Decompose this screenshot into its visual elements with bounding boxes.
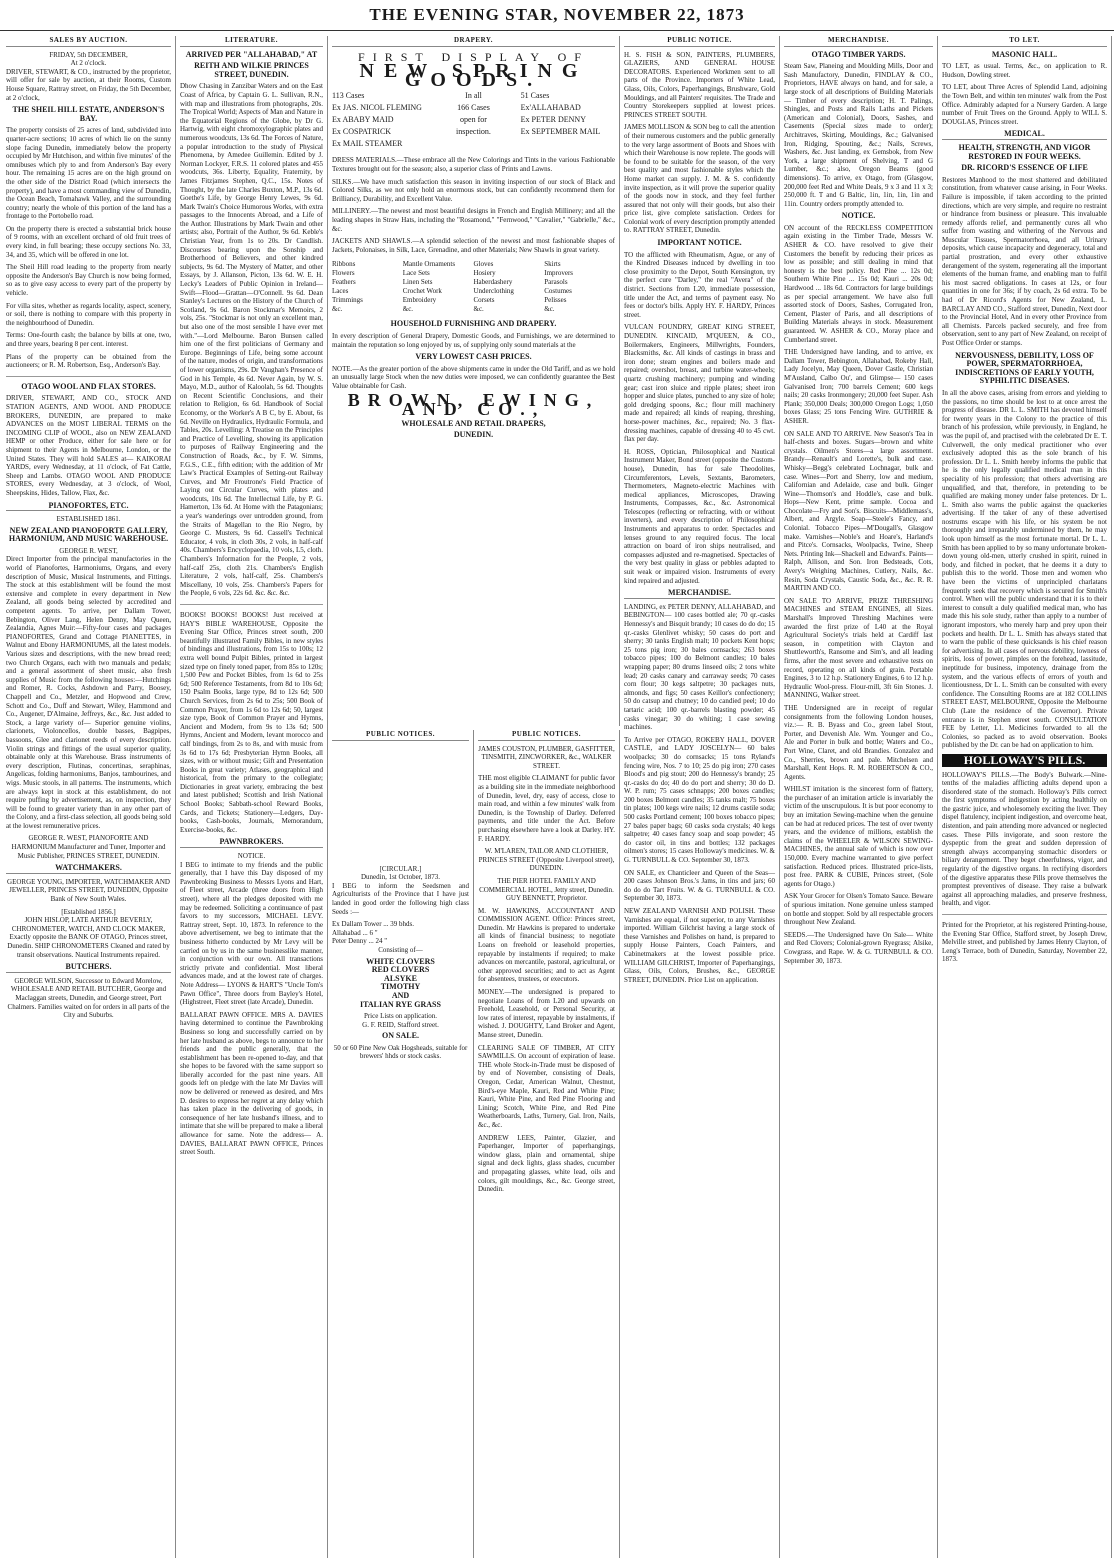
health-title: HEALTH, STRENGTH, AND VIGOR RESTORED IN FOUR WEEKS.: [958, 142, 1091, 161]
pawn-notice: NOTICE.: [237, 852, 266, 861]
hay-bible-ad: BOOKS! BOOKS! BOOKS! Just received at HAY'S BIBLE WAREHOUSE, Opposite the Evening Star Office, Princes street south, 200 beautifully illustrated Family Bibles, in new styles of bindings and illustrations, from 15s to 100s; 12 extra well bound Pulpit Bibles, printed in largest sized type on finely toned paper, from 85s to 120s; 1,500 Pew and Pocket Bibles, from 1s 6d to 25s 6d; 500 Reference Testaments, from 8d to 10s 6d; 150 Psalm Books, large type, 8d to 12s 6d; 500 Church Services, from 2s 6d to 25s; 500 Book of Common Prayer, from 1s 6d to 12s 6d; 50, largest size type, Book of Common Prayer and Hymns, Ancient and Modern, from 9s to 13s 6d; 500 Hymns, Ancient and Modern, levant morocco and calf bindings, from 2s to 8s, and with music from 3s 6d to 17s 6d; Presbyterian Hymn Books, all sizes, with or without music; Gift and Presentation Books in great variety; Atlases, geographical and historical, from the primary to the collegiate; Dictionaries in great variety, embracing the best and latest published; Scottish and Irish National School Books; Sabbath-school Reward Books, Cards, and Tickets; Stationery—Ledgers, Day-books, Cash-books, Journals, Memorandum, Exercise-books, &c.: [180, 611, 323, 834]
important-notice: IMPORTANT NOTICE.: [657, 238, 742, 248]
goods-list-3: Gloves Hosiery Haberdashery Underclothing Corsets &c.: [473, 260, 514, 314]
millinery: MILLINERY.—The newest and most beautiful designs in French and English Millinery; and all the leading shapes in Straw Hats, including the "Rosamond," "Fernwood," "Cavalier," "Gabrielle," &c., &c.: [332, 207, 615, 233]
hawkins-ad: M. W. HAWKINS, ACCOUNTANT AND COMMISSION AGENT. Office: Princes street, Dunedin. Mr Hawkins is prepared to undertake all kinds of financial business; to negotiate Loans on freehold or leasehold properties, repayable by instalments if required; to make advances on mercantile, pastoral, agricultural, or other approved securities; and to act as Agent for absentees, trustees, or executors.: [478, 906, 615, 984]
sale-date: FRIDAY, 5th DECEMBER,: [49, 50, 128, 59]
section-head-public-notice: PUBLIC NOTICE.: [624, 36, 775, 47]
sale-time: At 2 o'clock.: [70, 59, 107, 68]
column-merchandise: [780, 36, 938, 1558]
jackets-shawls: JACKETS AND SHAWLS.—A splendid selection of the newest and most fashionable shapes of Jackets, Polonaises, in Silk, Lace, Grenadine, and other Materials; New Shawls in great variety.: [332, 237, 615, 254]
landing-ad: LANDING, ex PETER DENNY, ALLAHABAD, and BEBINGTON— 100 cases bottled ale; 70 qr.-casks Hennessy's and Bisquit brandy; 10 cases do do do; 15 qr.-casks Glenlivet whisky; 50 cases do port and sherry; 30 tanks English malt; 10 pockets Kent hops; 25 tons pig iron; 30 bales cornsacks; 263 boxes tobacco pipes; 100 do Belmont candles; 10 bales wrapping paper; 80 drums linseed oils; 2 tons white lead; 20 casks canary and carraway seeds; 70 cases corn flour; 30 kegs saltpetre; 30 packages nuts, almonds, and figs; 50 cases Keillor's confectionery; 50 do catsup and chutney; 10 do candied peel; 10 do tartaric acid; 100 qr.-barrels blasting powder; 45 casks vinegar; 30 do whiting; 1 case sewing machines.: [624, 602, 775, 732]
smith-ad: In all the above cases, arising from errors and yielding to the passions, no time should be lost to at once arrest the progress of disease. DR L. L. SMITH has devoted himself for twenty years in the Colony to the practice of this branch of his profession, while previously, in England, he was the pupil of, and practised with the celebrated Dr E. T. Culverwell, the only medical practitioner who ever exclusively adopted this as the sole branch of his profession. Dr L. L. Smith hereby informs the public that he is the only legally qualified medical man in this speciality of his profession; that others advertising are unqualified, and that, therefore, in pretending to be qualified are making money under false pretences. Dr L. L. Smith also warns the public against the quackeries advertising. If the taker of any of these advertised nostrums escape with his life, or his system be not thoroughly and irreparably undermined by them, he may look upon himself as the most fortunate mortal. Dr L. L. Smith has been applied to by so many unfortunate broken-down young old-men, utterly crushed in spirit, ruined in body, and filched in pocket, that he deems it a duty to publish this to the world. Those men and women who have been the victims of unprincipled charlatans frequently seek that recovery which is secured for Smith's control. When will the public understand that it is to their interest to consult a duly qualified medical man, who has made this his sole study, rather than apply to a number of ignorant impostors, who merely harp and prey upon their pockets and health. Dr L. L. Smith has always stated that to warn the public of these quicksands is his chief reason for advertising. In all cases of nervous debility, lowness of spirits, loss of power, pimples on the forehead, lassitude, ineptitude for business, impotency, drainage from the system, and the various effects of errors of youth and licentiousness, Dr L. L. Smith can be consulted with every confidence. The Consulting Rooms are at 182 COLLINS STREET EAST, MELBOURNE, Opposite the Melbourne Club (Late the residence of the Governor). Private entrance is in Stephen street south. CONSULTATION FEE by Letter, L1. Medicines forwarded to all the Colonies, so packed as to avoid observation. Books published by the Dr. can be had on application to him.: [942, 388, 1107, 750]
section-head-pianos: PIANOFORTES, ETC.: [6, 502, 171, 512]
masonic-hall: MASONIC HALL.: [991, 49, 1058, 59]
section-head-merchandise: MERCHANDISE.: [624, 589, 775, 599]
ballarat-ad: BALLARAT PAWN OFFICE. MRS A. DAVIES having determined to continue the Pawnbroking Business so long and successfully carried on by her late husband as above, begs to announce to her friends and the public generally, that the establishment has been re-opened to-day, and that she hopes to be favored with the same support so liberally accorded for the past nine years. All goods left on pledge with the late Mr Davies will now be delivered or renewed as desired, and Mrs D. desires to express her regret at any delay which has taken place in the delivering of goods, in consequence of her late husband's illness, and to intimate that she will be prepared to make a liberal allowance for same. Note the address— A. DAVIES, BALLARAT PAWN OFFICE, Princes street South.: [180, 1010, 323, 1157]
piano-body: Direct Importer from the principal manufactories in the world of Pianofortes, Harmoniums, Organs, and every description of Music, Musical Instruments, and Fittings. The stock at this establishment will be found the most extensive and complete in every department in New Zealand, all goods being selected by accredited and competent agents. To arrive, per Dallam Tower, Bebington, Oliver Lang, Helen Denny, May Queen, Zealandia, Agnes Muir:—Fifty-four cases and packages PIANOFORTES, Grand and Cottage PIANETTES, in Walnut and Ebony HARMONIUMS, all the latest models. Various sizes and descriptions, with the new bread reed; two Church Organs, each with two manuals and pedals; and a general assortment of sheet music, also fresh supplies of Music from the following houses:—Hutchings and Romer, R. Cocks, Ashdown and Parry, Boosey, Chappell and Co., Metzler, and Hopwood and Crew, Schott and Co., Duff and Stewart, Wiley, Hammond and Co., Augener, D'Almaine, Jeffreys, &c., &c. Just added to Stock, a large variety of— Superior genuine violins, clarionets, Violoncellos, double basses, Bagpipes, bassoons, Glee and clarionet reeds of every description. Violin strings and fittings of the usual superior quality, obtainable only at this Warehouse. Brass instruments of every description, Flutinas, concertinas, seraphinas, Angelicas, folding harmoniums, Banjos, tambourines, and wigs. Music stools, in all patterns. The instruments, which are always kept in stock at this establishment, do not require puffing by advertisement, as, on inspection, they will be found to greater variety than in any other part of the Colony, and a first-class selection, all goods being sold at the lowest remunerative prices.: [6, 555, 171, 830]
young-ad: GEORGE YOUNG, IMPORTER, WATCHMAKER AND JEWELLER, PRINCES STREET, DUNEDIN, Opposite Bank of New South Wales.: [7, 877, 170, 904]
mlaren-ad: W. M'LAREN, TAILOR AND CLOTHIER, PRINCES STREET (Opposite Liverpool street), DUNEDIN.: [478, 847, 615, 873]
shipments-left: 113 Cases Ex JAS. NICOL FLEMING Ex ABABY MAID Ex COSPATRICK Ex MAIL STEAMER: [332, 91, 422, 149]
book-list: Dhow Chasing in Zanzibar Waters and on the East Coast of Africa, by Captain G. L. Sullivan, R.N., with map and illustrations from photographs, 20s. The Tropical World; Aspects of Man and Nature in the Equatorial Regions of the Globe, by Dr G. Hartwig, with eight chromoxylographic plates and numerous woodcuts, 13s 6d. The Forces of Nature, a popular introduction to the study of Physical Phenomena, by Amedee Guillemin. Edited by J. Norman Lockyer, F.R.S. 11 colored plates and 455 woodcuts, 36s. Liberty, Equality, Fraternity, by James Fitzjames Stephen, Q.C., 15s. Notes of Thought, by the late Charles Buxton, M.P., 13s 6d. Goethe's Life, by George Henry Lewes, 9s 6d. Mark Twain's Choice Humorous Works, with extra passages to the Innocents Abroad, and a Life of the Author. Illustrations by Mark Twain and other artists; also, Portrait of the Author, 9s 6d. Keble's Christian Year, from 1s to 20s. Dr Candlish. Discourses bearing upon the Sonship and Brotherhood of Believers, and other kindred subjects, 9s 6d. The Mystery of Matter, and other Essays, by J. Allanson, Picton, 13s 6d. W. E. H. Lecky's Leaders of Public Opinion in Ireland—Swift—Flood—Grattan—O'Connell. 9s 6d. Dean Stanley's Lectures on the History of the Church of Scotland, 9s 6d. Baron Stockmar's Memoirs, 2 vols, 25s. "Stockmar is not only an excellent man, but also one of the most sensible I have ever met with."—Lord Melbourne. Baron Bunsen called him one of the first politicians of Germany and Europe. Beginnings of Life, being some account of the nature, modes of origin, and transformations of lower organisms, 29s. Dr Vaughan's Presence of God in his Temple, 4s 6d. Never Again, by W. S. Mayo, M.D., author of Kaloolah, 5s 6d. Thoughts on Recent Scientific Conclusions, and their relation to Religion, 6s 6d. Handbook of Social Economy, or the Worker's A B C, by E. About, 6s 6d. Neville on Hydraulics, Hydraulic Formula, and Tables, 20s. Levelling: A Treatise on the Principles and Practice of Levelling, showing its application to purposes of Railway Engineering and the Construction of Roads, &c., by F. W. Simms, F.G.S., C.E., fifth edition; with the addition of Mr Law's Practical Examples of Setting-out Railway Curves, and Mr Froutrone's Field Practice of Laying out Circular Curves, with plates and woodcuts, 10s 6d. The Intellectual Life, by P. G. Hamerton, 13s 6d. At Home with the Patagonians; a year's wanderings over untrodden ground, from the Straits of Magellan to the Rio Negro, by George C. Musters, 9s 6d. Cassell's Technical Educator, 4 vols, in cloth 30s, 2 vols, in half-calf 40s. Chambers's Encyclopaedia, 10 vols, L5, cloth. Chambers's Information for the People, 2 vols, half-calf 25s, cloth 21s. Chambers's English Literature, 2 vols, half-calf, 25s. Chambers's Miscellany, 10 vols, 25s. Chambers's Papers for the People, 6 vols, 22s 6d. &c. &c. &c.: [180, 82, 323, 598]
findlay-ad: Steam Saw, Planeing and Moulding Mills, Door and Sash Manufactory, Dunedin, FINDLAY & CO., Proprietors, HAVE always on hand, and for sale, a large stock of all descriptions of Building Materials— Timber of every description; H. T. Palings, Shingles, and Posts and Rails Laths and Pickets (American and Colonial), Doors, Sashes, and Casements (Special sizes made to order); Architraves, Skirting, Mouldings, &c.; Galvanised Iron, Ridging, Spouting, &c.; Nails, Screws, Washers, &c. Just landing, ex Gemsbok, from New York, a large shipment of Shelving, T and G Lumber, &c.; also, Oregon Beams (good dimensions). To arrive, ex Otago, from (Glasgow, 200,000 feet Red and White Deals, 9 x 3 and 11 x 3; 250,000 ft. T and G Baltic, 1in, 1in, 1in, 1in and 11in. Country orders promptly attended to.: [784, 62, 933, 208]
couston-ad: JAMES COUSTON, PLUMBER, GASFITTER, TINSMITH, ZINCWORKER, &c., WALKER STREET.: [478, 744, 615, 770]
olsen-ad: ASK Your Grocer for Olsen's Tomato Sauce. Beware of spurious imitation. None genuine unless stamped on bottle and stopper. Sold by all respectable grocers throughout New Zealand.: [784, 892, 933, 927]
lowest-prices: VERY LOWEST CASH PRICES.: [415, 352, 532, 362]
reith-wilkie: REITH AND WILKIE PRINCES STREET, DUNEDIN.: [194, 61, 309, 79]
robertson-ad: THE Undersigned are in receipt of regular consignments from the following London houses, viz.:— R. B. Byass and Co., green label Stout, Porter, and Devenish Ale. Wm. Younger and Co., Ale and Porter in bulk and bottle; Waters and Co., Port Wine, Claret, and old Brandies. Gonzalez and Co., Sherries, brown and pale. Mitchelsen and Marshall, Kent Hops. R. M. ROBERTSON & CO., Agents.: [784, 703, 933, 781]
section-head-drapery: DRAPERY.: [332, 36, 615, 47]
column-literature: [176, 36, 328, 1558]
pier-hotel-ad: THE PIER HOTEL FAMILY AND COMMERCIAL HOTEL, Jetty street, Dunedin. GUY BENNETT, Proprietor.: [479, 876, 614, 903]
column-sales-by-auction: [2, 36, 176, 1558]
section-head-to-let: TO LET.: [942, 36, 1107, 47]
section-head-sales: SALES BY AUCTION.: [6, 36, 171, 47]
estate-villa: For villa sites, whether as regards locality, aspect, scenery, or soil, there is nothing to compare with this property in the neighbourhood of Dunedin.: [6, 301, 171, 327]
wheeler-wilson-ad: WHILST imitation is the sincerest form of flattery, the purchaser of an imitation article is invariably the victim of the unscrupulous. It is but poor economy to buy an imitation Sewing-machine when the genuine can be had at reduced prices. The test of over twenty years, and the evidence of millions, establish the claims of the WHEELER & WILSON SEWING-MACHINES, the annual sale of which is now over 150,000. Every machine warranted to give perfect satisfaction. Reduced prices. Illustrated price-lists, post free. PARK & CUBIE, Princes street, (Sole agents for Otago.): [784, 785, 933, 888]
goods-list-1: Ribbons Flowers Feathers Laces Trimmings &c.: [332, 260, 363, 314]
brown-ewing: BROWN, EWING, AND CO.,: [347, 390, 600, 420]
nervousness-title: NERVOUSNESS, DEBILITY, LOSS OF POWER, SPERMATORRHOEA, INDISCRETIONS OF EARLY YOUTH, SYPHILITIC DISEASES.: [955, 350, 1094, 386]
martin-ad: ON SALE AND TO ARRIVE. New Season's Tea in half-chests and boxes. Sugars—brown and white crystals. Oilmen's Stores—a large assortment. Brandy—Renault's and Lorette's, bulk and case. Whisky—Begg's celebrated Lochnagar, bulk and case. Wines—Port and Sherry, low and medium, Californian and Adelaide, case and bulk. Ginger Wine—Thomson's and Hoddle's, case and bulk. Hops—New Kent, prime sample. Cocoa and Chocolate—Fry and Son's. Biscuits—Middlemass's, Albert, and Argyle. Soap—Steele's Fancy, and Colonial. Tobacco Pipes—M'Dougall's, Glasgow make. Varnishes—Noble's and Hoare's, Harland's and Pitce's. Cornsacks, Woolpacks, Twine, Sheep Nets. Printing Ink—Shackell and Edward's. Paints—Ralph, Allison, and Son. Iron Bedsteads, Cots, Avery's Weighing Machines, Cutlery, Nails, &c. Resin, Soda Crystals, Caustic Soda, &c., &c. R. R. MARTIN AND CO.: [784, 429, 933, 593]
hislop-est: [Established 1856.]: [61, 907, 116, 916]
new-spring-goods: NEW SPRING GOODS.: [359, 60, 588, 91]
goods-list-2: Mantle Ornaments Lace Sets Linen Sets Crochet Work Embroidery &c.: [402, 260, 456, 314]
masthead: THE EVENING STAR, NOVEMBER 22, 1873: [0, 0, 1114, 31]
asher-ad: ON account of the RECKLESS COMPETITION again existing in the Timber Trade, Messrs W. ASHER & CO. have resolved to give their Customers the benefit by reducing their prices as low as possible; and still dealing in mind that honesty is the best policy. Red Pine ... 12s 0d; Southern White Pine ... 15s 0d; Kauri ... 20s 0d; Hardwood ... 18s 6d. Contractors for large buildings as per special arrangement. We have also full assorted stock of Doors, Sashes, Corrugated Iron, Cement, Plaster of Paris, and all descriptions of Building Materials always in stock. Measurement guaranteed. W. ASHER & CO., Moray place and Cumberland street.: [784, 223, 933, 344]
household-title: HOUSEHOLD FURNISHING AND DRAPERY.: [390, 319, 557, 329]
column-public-notice: [620, 36, 780, 1558]
arrived: ARRIVED PER "ALLAHABAD," AT: [185, 49, 318, 59]
shipments-mid: In all 166 Cases open for inspection.: [456, 91, 491, 137]
levy-ad: I BEG to intimate to my friends and the public generally, that I have this Day disposed of my Pawnbroking Business to Messrs Lyons and Hart, of Fleet street, Arcade (three doors from High street), where all the pledges deposited with me may be redeemed. Soliciting a continuance of past favors to my successors, MICHAEL LEVY. Rattray street, Sept. 10, 1873. In reference to the above advertisement, we beg to intimate that the business hitherto conducted by Mr Levy will be carried on by us in the same businesslike manner, in conjunction with our own. All transactions strictly private and confidential. Most liberal advances made, and at the lowest rate of charges. Note Address— LYONS & HART'S "Uncle Tom's Pawn Office", Three doors from Bayley's Hotel, (Highstreet, Fleet street (late Arcade), Dunedin.: [180, 860, 323, 1007]
section-head-medical: MEDICAL.: [942, 130, 1107, 140]
circular: [CIRCULAR.]: [379, 864, 422, 873]
silks: SILKS.—We have much satisfaction this season in inviting inspection of our stock of Black and Colored Silks, as we not only hold an enormous stock, but can confidently recommend them for Brilliancy, Durability, and Excellent Value.: [332, 177, 615, 203]
section-head-public-notices-2: PUBLIC NOTICES.: [478, 730, 615, 741]
column-public-notices-a: [328, 730, 474, 1558]
fish-ad: H. S. FISH & SON, PAINTERS, PLUMBERS, GLAZIERS, AND GENERAL HOUSE DECORATORS. Experienced Workmen sent to all parts of the Province. Importers of White Lead, Glass, Oils, Colors, Paperhangings, Brushware, Gold Mouldings, and all Painters' requisites. The Trade and Country Storekeepers supplied at lowest prices. PRINCES STREET SOUTH.: [624, 50, 775, 119]
mollison-ad: JAMES MOLLISON & SON beg to call the attention of their numerous customers and the public generally to the very large assortment of Boots and Shoes with which their Warehouse is now replete. The goods will be found to be suitable for the season, of the very best quality and most fashionable styles which the Home market can supply. J. M. & S. confidently invite inspection, as it will prove the superior quality of the goods now in stock, and they feel further assured that not only will their goods, but also their price list, give complete satisfaction. Orders for Colonial work of every description promptly attended to. RATTRAY STREET, Dunedin.: [624, 123, 775, 235]
timber-yards: OTAGO TIMBER YARDS.: [811, 49, 906, 59]
notice-title: NOTICE.: [841, 211, 876, 221]
ross-ad: H. ROSS, Optician, Philosophical and Nautical Instrument Maker, Bond street (opposite the Custom-house), Dunedin, has for sale Theodolites, Circumferentors, Levels, Sextants, Barometers, Thermometers, Magneto-electric Machines with medical appliances, Microscopes, Drawing Instruments, Compasses, &c., &c. Astronomical Telescopes (reflecting or refracting, with or without inverters), and every description of Philosophical Instruments and apparatus to order. Spectacles and lenses ground to any required focus. The local attraction on board of iron ships neutralised, and compasses adjusted and re-magnetised. Spectacles of the very best quality in glass or pebbles adapted to suit weak or impaired vision. Instruments of every kind repaired and adjusted.: [624, 447, 775, 585]
seed-list: WHITE CLOVERS RED CLOVERS ALSYKE TIMOTHY AND ITALIAN RYE GRASS: [360, 956, 441, 1009]
seed-ships: Ex Dallam Tower ... 39 bhds. Allahabad ... 6 " Peter Denny ... 24 ": [332, 920, 415, 946]
piano-name: GEORGE R. WEST,: [59, 546, 118, 555]
vulcan-ad: VULCAN FOUNDRY, GREAT KING STREET, DUNEDIN. KINCAID, M'QUEEN, & CO., Boilermakers, Engineers, Millwrights, Founders, Blacksmiths, &c. All kinds of castings in brass and iron done; steam engines and boilers made and repaired; overshot, breast, and turbine water-wheels; quartz crushing machinery; pumping and winding gear; cast iron sluice and ripple plates; sheet iron hopper and sluice plates, punched to any size of hole; gold dredging spoons, &c.; flour mill machinery made and repaired; all kinds of reaping, threshing, horse-power machines, &c., repaired; No. 3 flax-dressing machines, capable of dressing 40 to 45 cwt. flax per day.: [624, 323, 775, 444]
rheumatism-ad: TO the afflicted with Rheumatism, Ague, or any of the Kindred Diseases induced by dwelling in too close proximity to the Depot, South Kensington, try the perfect cure "Darley," the real "Avera" of the district. Sections from L20, immediate possession, title under the Act, and terms of payment easy. No fees or doctor's bills. Apply HY. F. HARDY, Princes street.: [624, 250, 775, 319]
wholesale-retail: WHOLESALE AND RETAIL DRAPERS,: [401, 418, 546, 428]
hislop-ad: JOHN HISLOP, LATE ARTHUR BEVERLY, CHRONOMETER, WATCH, AND CLOCK MAKER, Exactly opposite the BANK OF OTAGO, Princes street, Dunedin. SHIP CHRONOMETERS Cleaned and rated by transit observations. Nautical Instruments repaired.: [7, 916, 170, 959]
estate-plans: Plans of the property can be obtained from the auctioneers; or R. M. Robertson, Esq., Anderson's Bay.: [6, 352, 171, 370]
rokeby-ad: To Arrive per OTAGO, ROKEBY HALL, DOVER CASTLE, and LADY JOSCELYN— 60 bales woolpacks; 30 do cornsacks; 15 tons Ryland's fencing wire, Nos. 7 to 10; 25 do pig iron; 270 cases Blood's and pig stout; 200 do Hennessy's brandy; 25 qr.-casks do do; 40 do do port and sherry; 30 do D. W. P. rum; 75 cases schnapps; 200 boxes candles; 200 boxes Belmont candles; 35 tanks malt; 75 boxes tin plates; 100 kegs wire nails; 12 drums castile soda; 500 casks Portland cement; 100 boxes tobacco pipes; 27 bales paper bags; 60 casks soda crystals; 40 kegs saltpetre; 40 cases fancy soap and soap powder; 45 do castor oil, in tins and bottles; 132 packages oilmen's stores; 15 cases Holloway's medicines. W. & G. TURNBULL & CO. September 30, 1873.: [624, 735, 775, 865]
shipments-right: 51 Cases Ex'ALLAHABAD Ex PETER DENNY Ex SEPTEMBER MAIL: [520, 91, 601, 137]
hogsheads: 50 or 60 Pine New Oak Hogsheads, suitable for brewers' hhds or stock casks.: [333, 1043, 468, 1061]
varnish-ad: NEW ZEALAND VARNISH AND POLISH. These Varnishes are equal, if not superior, to any Varnishes imported. William Gilchrist having a large stock of these Varnishes and Polishes on hand, is prepared to supply House Painters, Coach Painters, and Cabinetmakers at the lowest possible price. WILLIAM GILCHRIST, Importer of Paperhangings, Glass, Oils, Colors, Brushes, &c., GEORGE STREET, DUNEDIN. Price List on application.: [624, 907, 775, 984]
column-public-notices-b: [474, 730, 620, 1558]
piano-est: ESTABLISHED 1861.: [56, 515, 121, 524]
estate-title: THE SHEIL HILL ESTATE, ANDERSON'S BAY.: [12, 105, 165, 123]
goods-list-4: Skirts Improvers Parasols Costumes Pelisses &c.: [544, 260, 574, 314]
wilson-ad: GEORGE WILSON, Successor to Edward Morelow, WHOLESALE AND RETAIL BUTCHER, George and Maclaggan streets, Dunedin, and George street, Port Chalmers. Families waited on for orders in all parts of the City and Suburbs.: [7, 976, 170, 1020]
section-head-literature: LITERATURE.: [180, 36, 323, 47]
piano-sig: GEORGE R. WEST, PIANOFORTE AND HARMONIUM Manufacturer and Tuner, Importer and Music Publisher, PRINCES STREET, DUNEDIN.: [11, 834, 166, 860]
circular-date: Dunedin, 1st October, 1873.: [360, 873, 441, 882]
consisting: Consisting of—: [378, 945, 423, 954]
drapery-ad: [328, 36, 620, 726]
first-display: FIRST DISPLAY OF: [358, 49, 589, 64]
column-to-let: [938, 36, 1112, 1558]
estate-road: The Sheil Hill road leading to the property from nearly opposite the Anderson's Bay Church is now being formed, so as to give easy access to every part of the property by vehicle.: [6, 263, 171, 298]
reid-intro: I BEG to inform the Seedsmen and Agriculturists of the Province that I have just landed in good order the following high class Seeds :—: [332, 881, 469, 916]
ricord-ad: Restores Manhood to the most shattered and debilitated constitution, from whatever cause arising, in Four Weeks. Failure is impossible, if taken according to the printed directions, which are very simple, and require no restraint or hindrance from business or pleasure. This invaluable remedy affords relief, and permanently cures all who suffer from wasting and withering of the Nervous and Muscular Tissues, Spermatorrhoea, and all Urinary deposits, which cause incapacity and degeneracy, total and partial prostration, and every other exhaustive derangement of the system, regenerating all the important elements of the human frame, and enabling man to fulfil his most sacred obligations. In cases at 12s, or four quantities in one for 36s; if by coach, 2s 6d extra. To be had of Dr Ricord's Agents for New Zealand, L. BARCLAY AND CO., Stafford street, Dunedin, Next door to the Provincial Hotel, And in every other Province from all Chemists. Parcels packed securely, and free from observation, sent to any part of New Zealand, on receipt of Post Office Order or stamps.: [942, 175, 1107, 347]
hardy-darley-ad: THE most eligible CLAIMANT for public favor as a building site in the immediate neighborhood of Dunedin, level, dry, easy of access, close to main road, and within a few minutes' walk from Dunedin, is the Township of Darley. Deferred payments, and title under the Act. Before purchasing elsewhere have a look at Darley. HY. F. HARDY.: [478, 774, 615, 843]
dunedin: DUNEDIN.: [453, 430, 494, 440]
ricord-title: DR. RICORD'S ESSENCE OF LIFE: [961, 163, 1088, 173]
doughty-ad: MONEY.—The undersigned is prepared to negotiate Loans of from L20 and upwards on Freehold, Leasehold, or Personal Security, at low rates of interest, repayable by instalments, if wished. J. DOUGHTY, Land Broker and Agent, Manse street, Dunedin.: [478, 988, 615, 1039]
guthrie-ad: THE Undersigned have landing, and to arrive, ex Dallam Tower, Bebington, Allahabad, Rokeby Hall, Lady Jocelyn, May Queen, Dover Castle, Christian M'Ausland, Calbo Ou', and Glimpse— 150 cases Galvanised Iron; 700 barrels Cement; 600 kegs nails; 20 casks Ironmongery; 20,000 feet Super. Ash Plank; 350,000 Deals; 300,000 Oregon Logs; 1,050 boxes Glass; 25 tons Fencing Wire. GUTHRIE & ASHER.: [784, 348, 933, 425]
tariff-note: NOTE.—As the greater portion of the above shipments came in under the Old Tariff, and as we hold an unusually large Stock when the new duties were imposed, we can confidently guarantee the Best Value obtainable for Cash.: [332, 364, 615, 390]
reid-sig: G. F. REID, Stafford street.: [362, 1020, 439, 1029]
price-lists: Price Lists on application.: [363, 1012, 438, 1021]
lees-ad: ANDREW LEES, Painter, Glazier, and Paperhanger, Importer of paperhangings, window glass, plain and ornamental, shipe signal and deck lights, glass shades, cucumber and propagating glasses, white lead, oils and colors, gilt mouldings, &c., &c. George street, Dunedin.: [478, 1133, 615, 1194]
threshing-ad: ON SALE TO ARRIVE, PRIZE THRESHING MACHINES and STEAM ENGINES, all Sizes. Marshall's Improved Threshing Machines were awarded the first prize of L40 at the Royal Agricultural Society's trials held at Cardiff last season, in competition with Clayton and Shuttleworth's, Ransome and Sim's, and all leading firms, after the most severe and exhaustive tests on record, operating on all kinds of grain. Portable Engines, 3 to 12 h.p. Stationery Engines, 6 to 12 h.p. Hydraulic Wool-press. Flour-mill, 3ft 6in Stones. J. MANNING, Walker street.: [784, 596, 933, 700]
estate-terms: Terms: One-fourth cash; the balance by bills at one, two, and three years, bearing 8 per cent. interest.: [6, 331, 171, 348]
household-desc: In every description of General Drapery, Domestic Goods, and Furnishings, we are determined to maintain the reputation so long enjoyed by us, of supplying only sound materials at the: [332, 331, 615, 349]
estate-house: On the property there is erected a substantial brick house of 9 rooms, with an excellent orchard of old fruit trees of every kind, in full bearing; these occupy sections No. 33, 34, and 35, which will be offered in one lot.: [6, 224, 171, 259]
piano-title: NEW ZEALAND PIANOFORTE GALLERY, HARMONIUM, AND MUSIC WAREHOUSE.: [8, 525, 169, 544]
timber-sale-ad: CLEARING SALE OF TIMBER, AT CITY SAWMILLS. On account of expiration of lease. THE whole Stock-in-Trade must be disposed of by end of November, consisting of Deals, Oregon, Cedar, American Walnut, Chestnut, Bird's-eye Maple, Kauri, Red and White Pine; Kauri, White Pine, and Red Pine Flooring and Lining; Scotch, White Pine, and Red Pine Weatherboards, Laths, Turnery, Gal. Iron, Nails, &c., &c.: [478, 1043, 615, 1129]
section-head-butchers: BUTCHERS.: [6, 963, 171, 973]
section-head-merchandise-2: MERCHANDISE.: [784, 36, 933, 47]
seeds-ad: SEEDS.—The Undersigned have On Sale— White and Red Clovers; Colonial-grown Ryegrass; Alsike, Cowgrass, and Rape. W. & G. TURNBULL & CO. September 30, 1873.: [784, 930, 933, 965]
jams-ad: ON SALE, ex Chanticleer and Queen of the Seas— 200 cases Johnson Bros.'s Jams, in tins and jars; 60 do do do Tart Fruits. W. & G. TURNBULL & CO. September 30, 1873.: [624, 868, 775, 903]
wool-ad: DRIVER, STEWART, AND CO., STOCK AND STATION AGENTS, AND WOOL AND PRODUCE BROKERS, DUNEDIN, are prepared to make ADVANCES on the MOST LIBERAL TERMS on the INCOMING CLIP of WOOL, also on NEW ZEALAND HEMP or other Produce, either for sale here or for shipment to their Agents in Melbourne, London, or the United States. They will hold SALES at— KAIKORAI YARDS, every Wednesday, at 11 o'clock, of Fat Cattle, Sheep and Lambs. OTAGO WOOL AND PRODUCE STORES, every Wednesday, at 3 o'clock, of Wool, Sheepskins, Hides, Tallow, Flax, &c.: [6, 394, 171, 497]
dress-materials: DRESS MATERIALS.—These embrace all the New Colorings and Tints in the various Fashionable Textures brought out for the season; also, a superior class of Prints and Lawns.: [332, 156, 615, 173]
section-head-pawnbrokers: PAWNBROKERS.: [180, 838, 323, 848]
imprint: Printed for the Proprietor, at his registered Printing-house, the Evening Star Office, Stafford street, by Joseph Drew, Melville street, and published by James Henry Clayton, of Leng's Terrace, both of Dunedin, Saturday, November 22, 1873.: [942, 921, 1107, 964]
holloway-banner: HOLLOWAY'S PILLS.: [942, 754, 1107, 767]
estate-desc: The property consists of 25 acres of land, subdivided into quarter-acre sections; 10 acres of which lie on the sunny slope facing Dunedin, immediately below the property occupied by Mr Hutchison, and within five minutes' of the omnibuses which ply to and from Anderson's Bay every hour. The remaining 15 acres are on the high ground on the other side of the District Road (which intersects the property), and have a most commanding view of Dunedin, the Ocean Beach, Tomahawk Valley, and the surrounding country; nearly the whole of this portion of the land has a frontage to the Portobello road.: [6, 126, 171, 221]
section-head-watchmakers: WATCHMAKERS.: [6, 864, 171, 874]
holloway-ad: HOLLOWAY'S PILLS.—The Body's Bulwark.—Nine-tenths of the maladies afflicting adults depend upon a disordered state of the stomach. Holloway's Pills correct the first symptoms of indigestion by acting healthily on the gastric juice, and wholesomely exciting the liver. They dispel flatulency, incipient indigestion, and overcome heat, distention, and pain attending more advanced or neglected cases. These Pills invigorate, and soon restore the dyspeptic from the great and sudden depression of strength always accompanying stomachic disorders or biliary derangement. They beget cheerfulness, vigor, and regularity of the digestive organs. In rectifying disorders of the digestive apparatus these Pills prove themselves the promptest preventives of disease. They raise a bulwark against all approaching maladies, and preserve freshness, health, and vigor.: [942, 770, 1107, 908]
section-head-public-notices: PUBLIC NOTICES.: [332, 730, 469, 741]
onsale-title: ON SALE.: [382, 1031, 419, 1041]
auction-intro: DRIVER, STEWART, & CO., instructed by the proprietor, will offer for sale by auction, at their Rooms, Custom House Square, Rattray street, on Friday, the 5th December, at 2 o'clock,: [6, 67, 171, 102]
let-masonic: TO LET, as usual. Terms, &c., on application to R. Hudson, Dowling street.: [942, 62, 1107, 79]
let-land: TO LET, about Three Acres of Splendid Land, adjoining the Town Belt, and within ten minutes' walk from the Post Office. Admirably adapted for a Nursery Garden. A large number of Fruit Trees on the Ground. Apply to WILL S. DOUGLAS, Princes street.: [942, 83, 1107, 126]
wool-title: OTAGO WOOL AND FLAX STORES.: [21, 381, 156, 391]
